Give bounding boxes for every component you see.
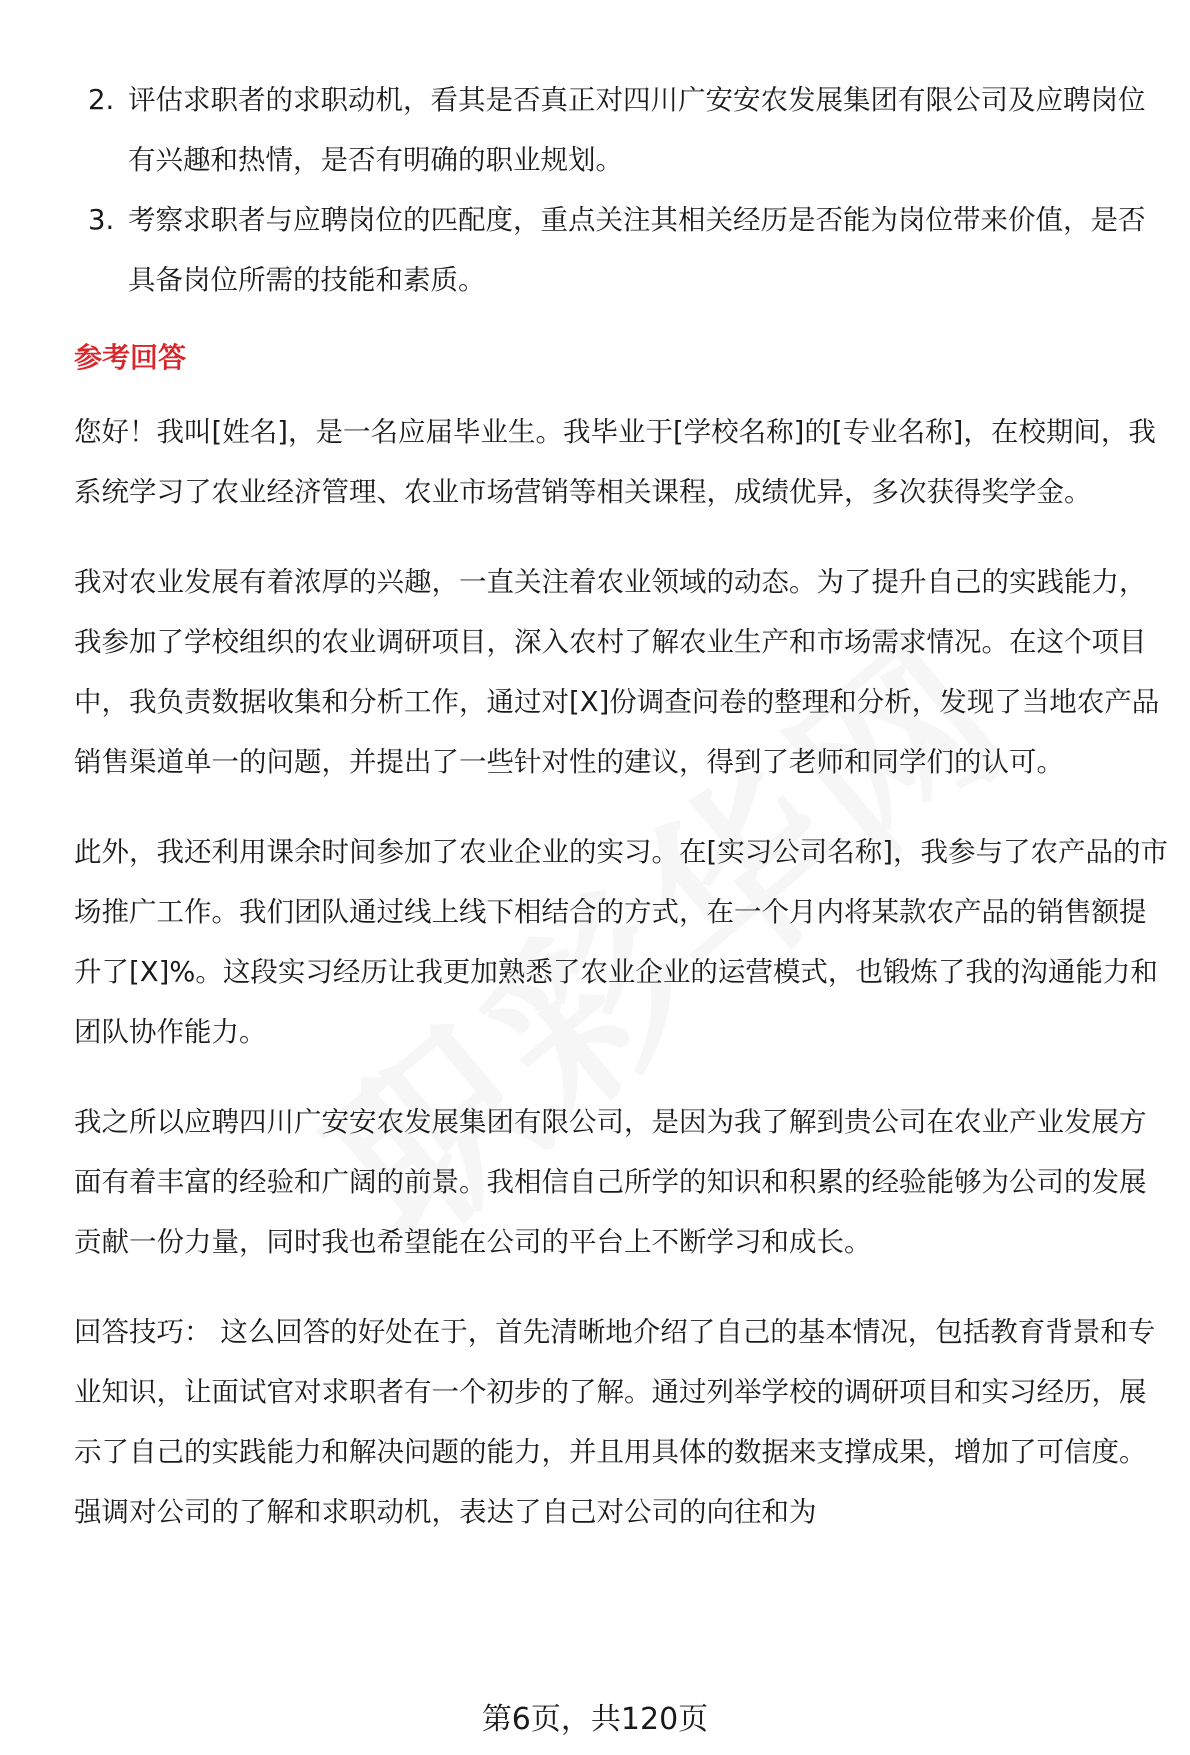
- section-heading: 参考回答: [74, 341, 187, 374]
- list-text: 评估求职者的求职动机，看其是否真正对四川广安安农发展集团有限公司及应聘岗位有兴趣和热情，是否有明确的职业规划。: [128, 84, 1146, 176]
- list-item: [74, 70, 1170, 190]
- list-text: 考察求职者与应聘岗位的匹配度，重点关注其相关经历是否能为岗位带来价值，是否具备岗位所需的技能和素质。: [128, 204, 1146, 296]
- list-number: 3.: [88, 204, 115, 236]
- list-number: 2.: [88, 84, 115, 116]
- paragraph-internship: 此外，我还利用课余时间参加了农业企业的实习。在[实习公司名称]，我参与了农产品的市场推广工作。我们团队通过线上线下相结合的方式，在一个月内将某款农产品的销售额提升了[X]%。这段实习经历让我更加熟悉了农业企业的运营模式，也锻炼了我的沟通能力和团队协作能力。: [74, 836, 1168, 1048]
- list-item: [74, 190, 1170, 310]
- paragraph-intro: 您好！我叫[姓名]，是一名应届毕业生。我毕业于[学校名称]的[专业名称]，在校期间，我系统学习了农业经济管理、农业市场营销等相关课程，成绩优异，多次获得奖学金。: [74, 416, 1156, 508]
- document-page: [74, 70, 1170, 1572]
- paragraph-motivation: 我之所以应聘四川广安安农发展集团有限公司，是因为我了解到贵公司在农业产业发展方面有着丰富的经验和广阔的前景。我相信自己所学的知识和积累的经验能够为公司的发展贡献一份力量，同时我也希望能在公司的平台上不断学习和成长。: [74, 1106, 1147, 1258]
- page-footer: 第6页，共120页: [481, 1702, 709, 1737]
- paragraph-interest: 我对农业发展有着浓厚的兴趣，一直关注着农业领域的动态。为了提升自己的实践能力，我参加了学校组织的农业调研项目，深入农村了解农业生产和市场需求情况。在这个项目中，我负责数据收集和分析工作，通过对[X]份调查问卷的整理和分析，发现了当地农产品销售渠道单一的问题，并提出了一些针对性的建议，得到了老师和同学们的认可。: [74, 566, 1160, 778]
- numbered-list: [74, 70, 1170, 310]
- paragraph-tips: 回答技巧： 这么回答的好处在于，首先清晰地介绍了自己的基本情况，包括教育背景和专业知识，让面试官对求职者有一个初步的了解。通过列举学校的调研项目和实习经历，展示了自己的实践能力和解决问题的能力，并且用具体的数据来支撑成果，增加了可信度。强调对公司的了解和求职动机，表达了自己对公司的向往和为: [74, 1316, 1156, 1528]
